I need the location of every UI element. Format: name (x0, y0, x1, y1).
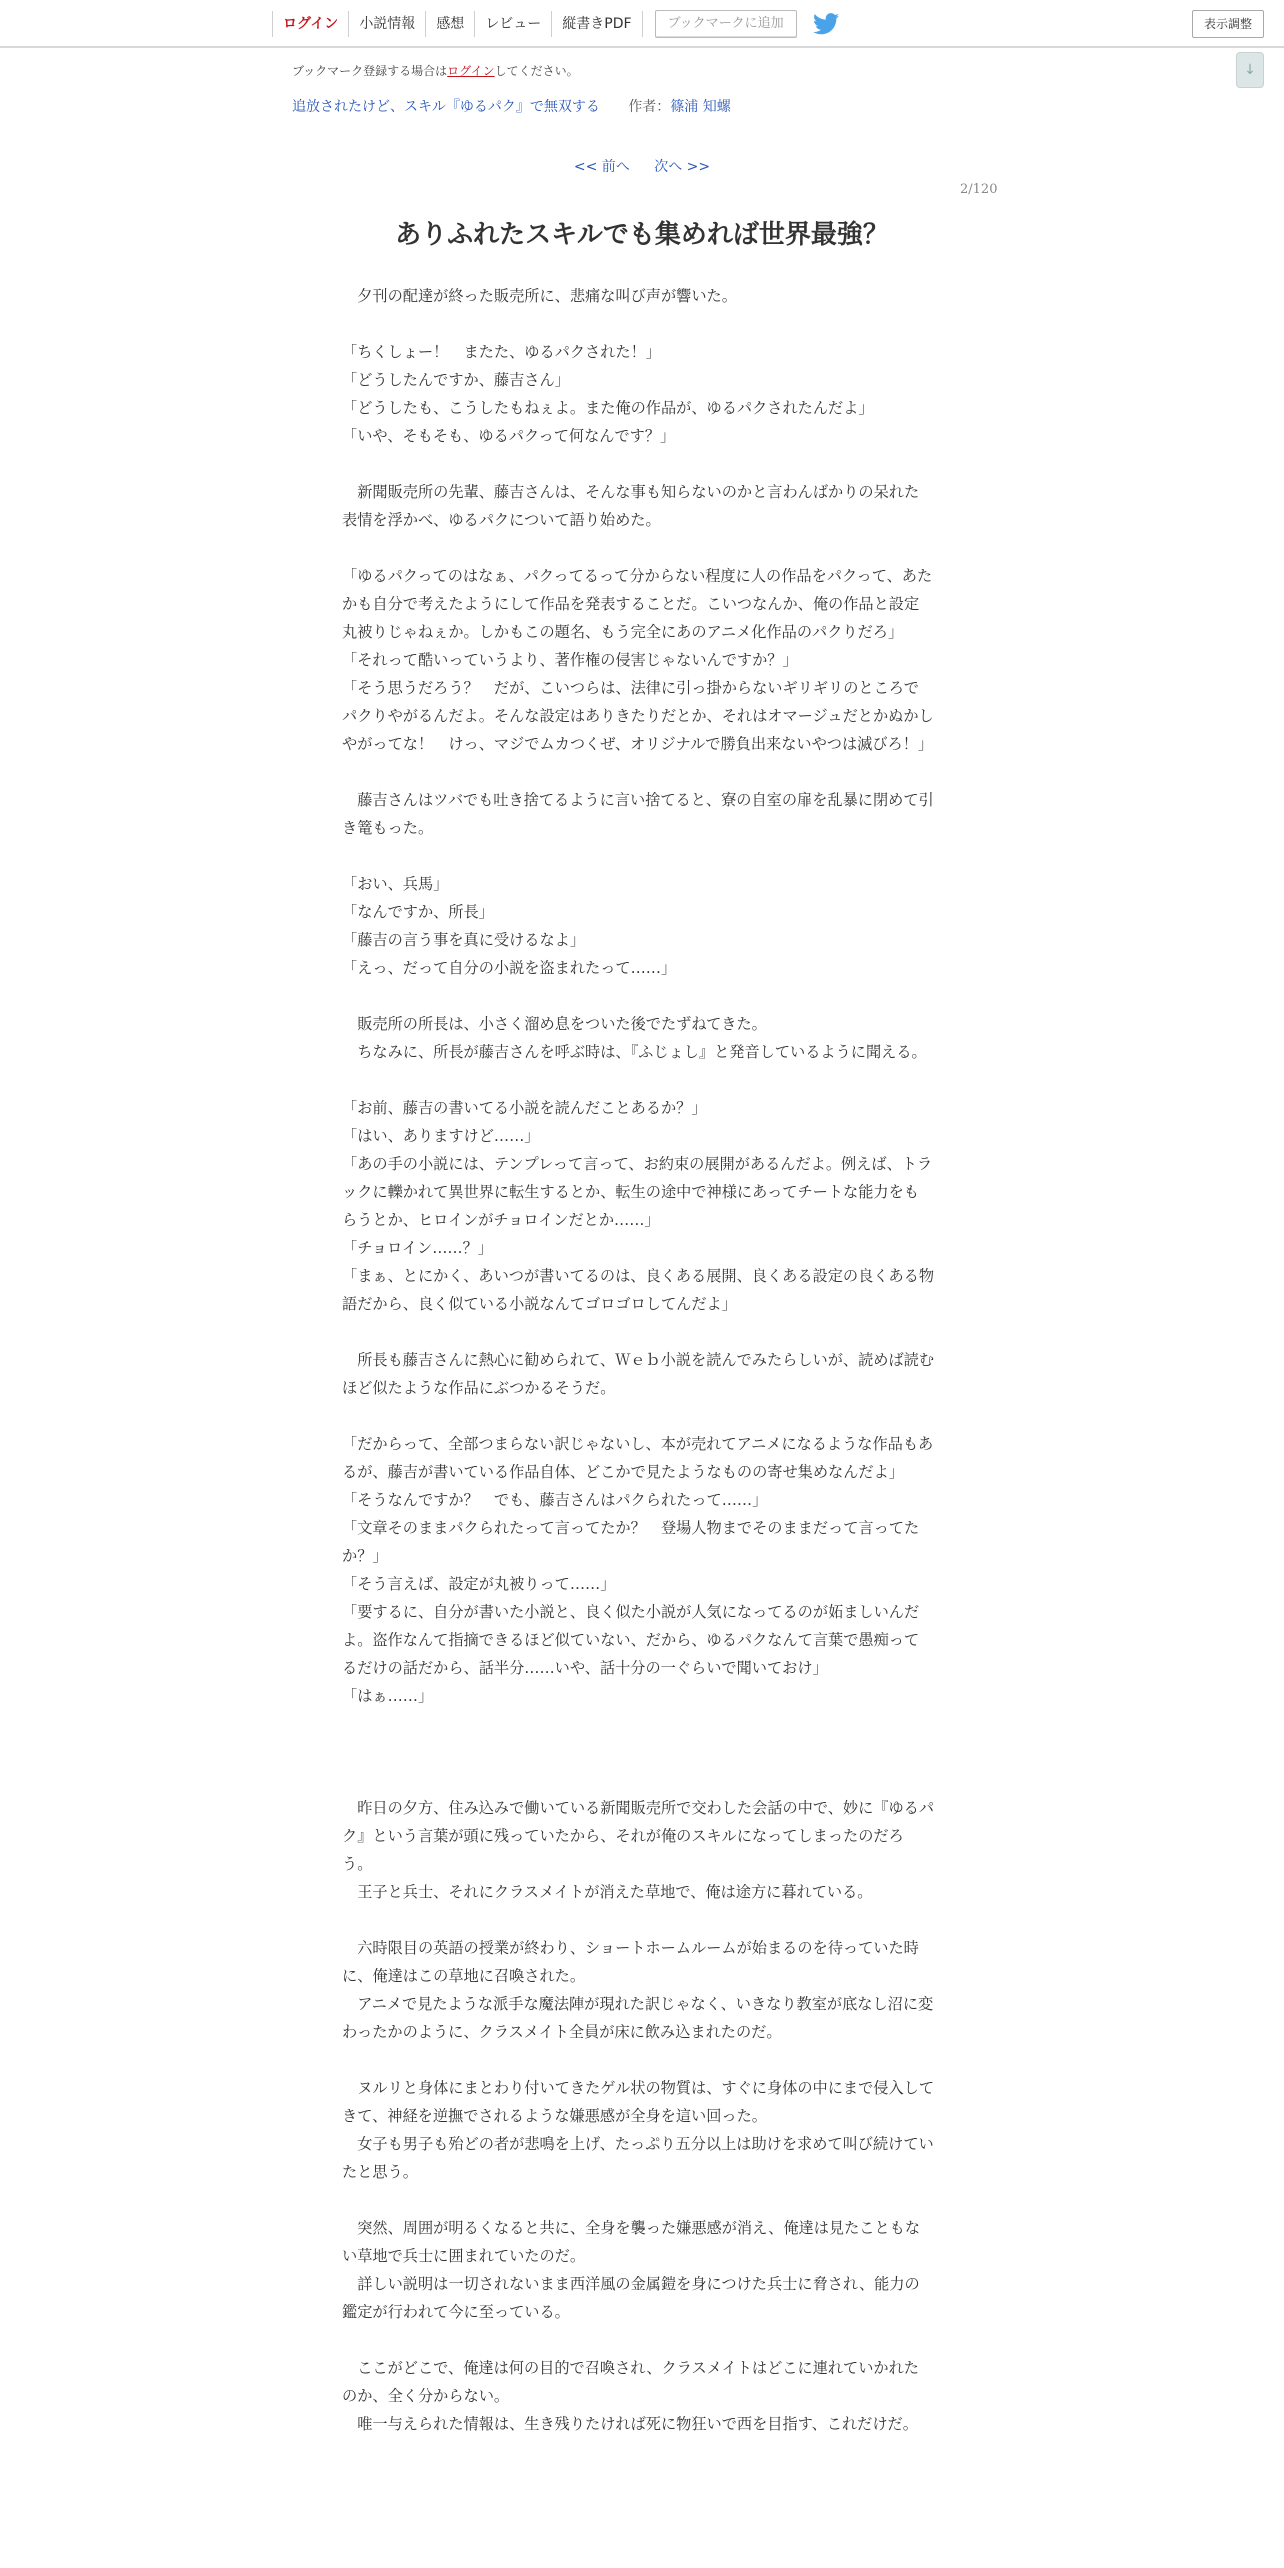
body-paragraph: 「藤吉の言う事を真に受けるなよ」 (342, 931, 585, 949)
novel-title-link[interactable]: 追放されたけど、スキル『ゆるパク』で無双する (292, 99, 600, 115)
notice-prefix: ブックマーク登録する場合は (292, 64, 448, 78)
body-paragraph: ヌルリと身体にまとわり付いてきたゲル状の物質は、すぐに身体の中にまで侵入してきて、神経を逆撫でされるような嫌悪感が全身を這い回った。 (342, 2079, 935, 2125)
blank-line (342, 1318, 934, 1346)
body-paragraph: 昨日の夕方、住み込みで働いている新聞販売所で交わした会話の中で、妙に『ゆるパク』という言葉が頭に残っていたから、それが俺のスキルになってしまったのだろう。 (342, 1799, 935, 1873)
body-paragraph: 王子と兵士、それにクラスメイトが消えた草地で、俺は途方に暮れている。 (342, 1883, 873, 1901)
body-paragraph: ここがどこで、俺達は何の目的で召喚され、クラスメイトはどこに連れていかれたのか、全く分からない。 (342, 2359, 919, 2405)
scroll-down-button[interactable] (1236, 52, 1264, 88)
body-paragraph: 「そう思うだろう？ だが、こいつらは、法律に引っ掛からないギリギリのところでパクりやがるんだよ。そんな設定はありきたりだとか、それはオマージュだとかぬかしやがってな！ けっ、マジでムカつくぜ、オリジナルで勝負出来ないやつは滅びろ！」 (342, 679, 934, 753)
body-paragraph: 「だからって、全部つまらない訳じゃないし、本が売れてアニメになるような作品もあるが、藤吉が書いている作品自体、どこかで見たようなものの寄せ集めなんだよ」 (342, 1435, 934, 1481)
display-settings-button[interactable]: 表示調整 (1192, 10, 1264, 38)
author-label: 作者： (628, 99, 671, 115)
arrow-down-icon: ↓ (1244, 62, 1256, 78)
body-paragraph: 夕刊の配達が終った販売所に、悲痛な叫び声が響いた。 (342, 287, 737, 305)
body-paragraph: ちなみに、所長が藤吉さんを呼ぶ時は、『ふじょし』と発音しているように聞える。 (342, 1043, 927, 1061)
notice-suffix: してください。 (494, 64, 579, 78)
body-paragraph: 六時限目の英語の授業が終わり、ショートホームルームが始まるのを待っていた時に、俺達はこの草地に召喚された。 (342, 1939, 919, 1985)
body-paragraph: アニメで見たような派手な魔法陣が現れた訳じゃなく、いきなり教室が底なし沼に変わったかのように、クラスメイト全員が床に飲み込まれたのだ。 (342, 1995, 934, 2041)
body-paragraph: 「文章そのままパクられたって言ってたか？ 登場人物までそのままだって言ってたか？」 (342, 1519, 920, 1565)
nav-menu (272, 9, 839, 39)
body-paragraph: 販売所の所長は、小さく溜め息をついた後でたずねてきた。 (342, 1015, 767, 1033)
body-paragraph: 「まぁ、とにかく、あいつが書いてるのは、良くある展開、良くある設定の良くある物語だから、良く似ている小説なんてゴロゴロしてんだよ」 (342, 1267, 935, 1313)
blank-line (342, 2046, 934, 2074)
blank-line (342, 982, 934, 1010)
body-paragraph: 「はい、ありますけど……」 (342, 1127, 540, 1145)
blank-line (342, 310, 934, 338)
notice-login-link[interactable]: ログイン (447, 64, 495, 78)
novel-meta (292, 96, 731, 116)
body-paragraph: 「えっ、だって自分の小説を盗まれたって……」 (342, 959, 677, 977)
body-paragraph: 「おい、兵馬」 (342, 875, 449, 893)
nav-review-link[interactable]: レビュー (474, 11, 551, 37)
nav-login-link[interactable]: ログイン (272, 11, 348, 37)
blank-line (342, 1066, 934, 1094)
body-paragraph: 詳しい説明は一切されないまま西洋風の金属鎧を身につけた兵士に脅され、能力の鑑定が行われて今に至っている。 (342, 2275, 920, 2321)
bookmark-login-notice (292, 62, 579, 79)
chapter-body (342, 282, 934, 2438)
body-paragraph: 「なんですか、所長」 (342, 903, 494, 921)
nav-impressions-link[interactable]: 感想 (425, 11, 474, 37)
blank-line (342, 1906, 934, 1934)
blank-line (342, 2186, 934, 2214)
body-paragraph: 唯一与えられた情報は、生き残りたければ死に物狂いで西を目指す、これだけだ。 (342, 2415, 918, 2433)
blank-line (342, 1710, 934, 1738)
body-paragraph: 「そうなんですか？ でも、藤吉さんはパクられたって……」 (342, 1491, 768, 1509)
body-paragraph: 突然、周囲が明るくなると共に、全身を襲った嫌悪感が消え、俺達は見たこともない草地で兵士に囲まれていたのだ。 (342, 2219, 921, 2265)
blank-line (342, 758, 934, 786)
chapter-title: ありふれたスキルでも集めれば世界最強？ (395, 220, 889, 250)
body-paragraph: 新聞販売所の先輩、藤吉さんは、そんな事も知らないのかと言わんばかりの呆れた表情を浮かべ、ゆるパクについて語り始めた。 (342, 483, 920, 529)
chapter-pager (0, 156, 1284, 176)
blank-line (342, 450, 934, 478)
body-paragraph: 「あの手の小説には、テンプレって言って、お約束の展開があるんだよ。例えば、トラックに轢かれて異世界に転生するとか、転生の途中で神様にあってチートな能力をもらうとか、ヒロインがチョロインだとか……」 (342, 1155, 933, 1229)
body-paragraph: 「そう言えば、設定が丸被りって……」 (342, 1575, 616, 1593)
body-paragraph: 「要するに、自分が書いた小説と、良く似た小説が人気になってるのが妬ましいんだよ。盗作なんて指摘できるほど似ていない、だから、ゆるパクなんて言葉で愚痴ってるだけの話だから、話半分……いや、話十分の一ぐらいで聞いておけ」 (342, 1603, 920, 1677)
body-paragraph: 「どうしたんですか、藤吉さん」 (342, 371, 570, 389)
next-chapter-link[interactable]: 次へ >> (654, 159, 711, 175)
body-paragraph: 「チョロイン……？」 (342, 1239, 493, 1257)
blank-line (342, 534, 934, 562)
blank-line (342, 1738, 934, 1766)
body-paragraph: 所長も藤吉さんに熱心に勧められて、Ｗｅｂ小説を読んでみたらしいが、読めば読むほど似たような作品にぶつかるそうだ。 (342, 1351, 935, 1397)
nav-vertical-pdf-link[interactable]: 縦書きPDF (551, 11, 642, 37)
body-paragraph: 「どうしたも、こうしたもねぇよ。また俺の作品が、ゆるパクされたんだよ」 (342, 399, 874, 417)
top-nav-bar (0, 0, 1284, 48)
blank-line (342, 2326, 934, 2354)
body-paragraph: 「お前、藤吉の書いてる小説を読んだことあるか？」 (342, 1099, 707, 1117)
prev-chapter-link[interactable]: << 前へ (573, 159, 630, 175)
body-paragraph: 「いや、そもそも、ゆるパクって何なんです？」 (342, 427, 676, 445)
body-paragraph: 「ゆるパクってのはなぁ、パクってるって分からない程度に人の作品をパクって、あたかも自分で考えたようにして作品を発表することだ。こいつなんか、俺の作品と設定丸被りじゃねぇか。しかもこの題名、もう完全にあのアニメ化作品のパクりだろ」 (342, 567, 933, 641)
author-name-link[interactable]: 篠浦 知螺 (670, 99, 731, 115)
body-paragraph: 「はぁ……」 (342, 1687, 434, 1705)
add-bookmark-button[interactable]: ブックマークに追加 (655, 10, 797, 38)
page-count: 2/120 (960, 182, 998, 197)
nav-novel-info-link[interactable]: 小説情報 (348, 11, 425, 37)
blank-line (342, 842, 934, 870)
body-paragraph: 「ちくしょー！ またた、ゆるパクされた！」 (342, 343, 661, 361)
twitter-bird-icon[interactable] (813, 13, 839, 35)
body-paragraph: 女子も男子も殆どの者が悲鳴を上げ、たっぷり五分以上は助けを求めて叫び続けていたと思う。 (342, 2135, 934, 2181)
body-paragraph: 「それって酷いっていうより、著作権の侵害じゃないんですか？」 (342, 651, 798, 669)
blank-line (342, 1766, 934, 1794)
body-paragraph: 藤吉さんはツバでも吐き捨てるように言い捨てると、寮の自室の扉を乱暴に閉めて引き篭もった。 (342, 791, 934, 837)
blank-line (342, 1402, 934, 1430)
